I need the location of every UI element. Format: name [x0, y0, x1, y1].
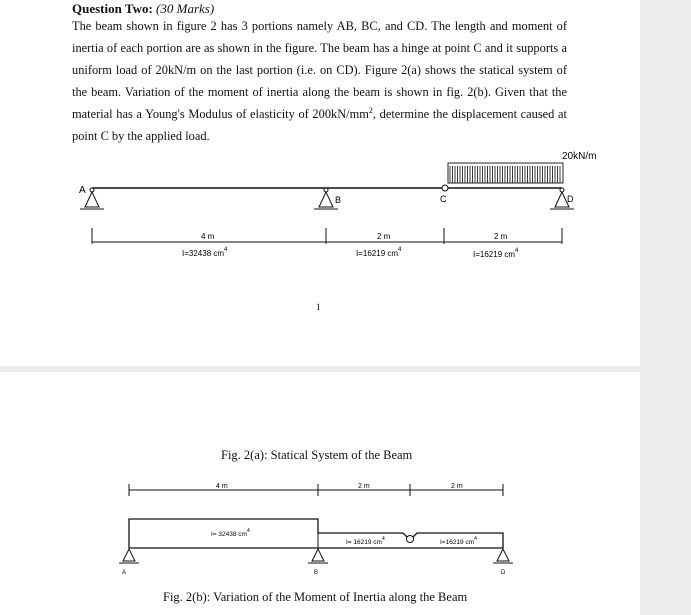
segment-cd-length: 2 m: [494, 232, 508, 241]
page-number: 1: [316, 302, 321, 312]
inertia-segment-cd-length: 2 m: [451, 483, 463, 490]
inertia-segment-ab-value: I= 32438 $cm^4$: [211, 528, 250, 538]
document-page-bottom: [0, 372, 640, 615]
question-marks: (30 Marks): [156, 1, 215, 16]
segment-bc-inertia: I=16219 $cm^4$: [356, 247, 402, 258]
point-c-label: C: [440, 194, 447, 204]
inertia-support-d-icon: [497, 549, 509, 561]
inertia-support-a-icon: [123, 549, 135, 561]
inertia-support-b-icon: [312, 549, 324, 561]
fig-2b-caption: Fig. 2(b): Variation of the Moment of Inertia along the Beam: [163, 590, 468, 604]
support-b-icon: [319, 192, 333, 207]
segment-ab-inertia: I=32438 $cm^4$: [182, 247, 228, 258]
inertia-point-b-label: B: [314, 570, 319, 576]
segment-ab-length: 4 m: [201, 232, 215, 241]
segment-cd-inertia: I=16219 $cm^4$: [473, 248, 519, 259]
hinge-c-icon: [442, 185, 448, 191]
load-arrows: [450, 166, 560, 183]
inertia-hinge-c-icon: [407, 536, 414, 543]
question-body-text: The beam shown in figure 2 has 3 portions namely AB, BC, and CD. The length and moment of inertia of each portion are as shown in the figure. The beam has a hinge at point C and it supports a uniform load of 20kN/m on the last portion (i.e. on CD). Figure 2(a) shows the statical system of the beam. Variation of the moment of inertia along the beam is shown in fig. 2(b). Given that the material has a Young's Modulus of elasticity of 200kN/mm: [72, 19, 567, 121]
units-superscript: 2: [368, 105, 373, 115]
inertia-variation-figure: [0, 372, 640, 615]
support-a-icon: [85, 192, 99, 207]
inertia-segment-cd-value: I=16219 $cm^4$: [440, 536, 477, 546]
question-body-end: , determine the displacement caused at point C by the applied load.: [72, 107, 567, 143]
inertia-segment-bc-length: 2 m: [358, 483, 370, 490]
load-label: 20kN/m: [562, 151, 597, 162]
inertia-point-d-label: D: [501, 570, 506, 576]
inertia-point-a-label: A: [122, 570, 127, 576]
question-heading-text: Question Two:: [72, 1, 153, 16]
point-d-label: D: [567, 194, 574, 204]
inertia-segment-ab-length: 4 m: [216, 483, 228, 490]
fig-2a-caption: Fig. 2(a): Statical System of the Beam: [221, 448, 413, 462]
point-b-label: B: [335, 195, 342, 205]
inertia-segment-bc-value: I= 16219 $cm^4$: [346, 536, 385, 546]
point-a-label: A: [79, 185, 86, 196]
segment-bc-length: 2 m: [377, 232, 391, 241]
